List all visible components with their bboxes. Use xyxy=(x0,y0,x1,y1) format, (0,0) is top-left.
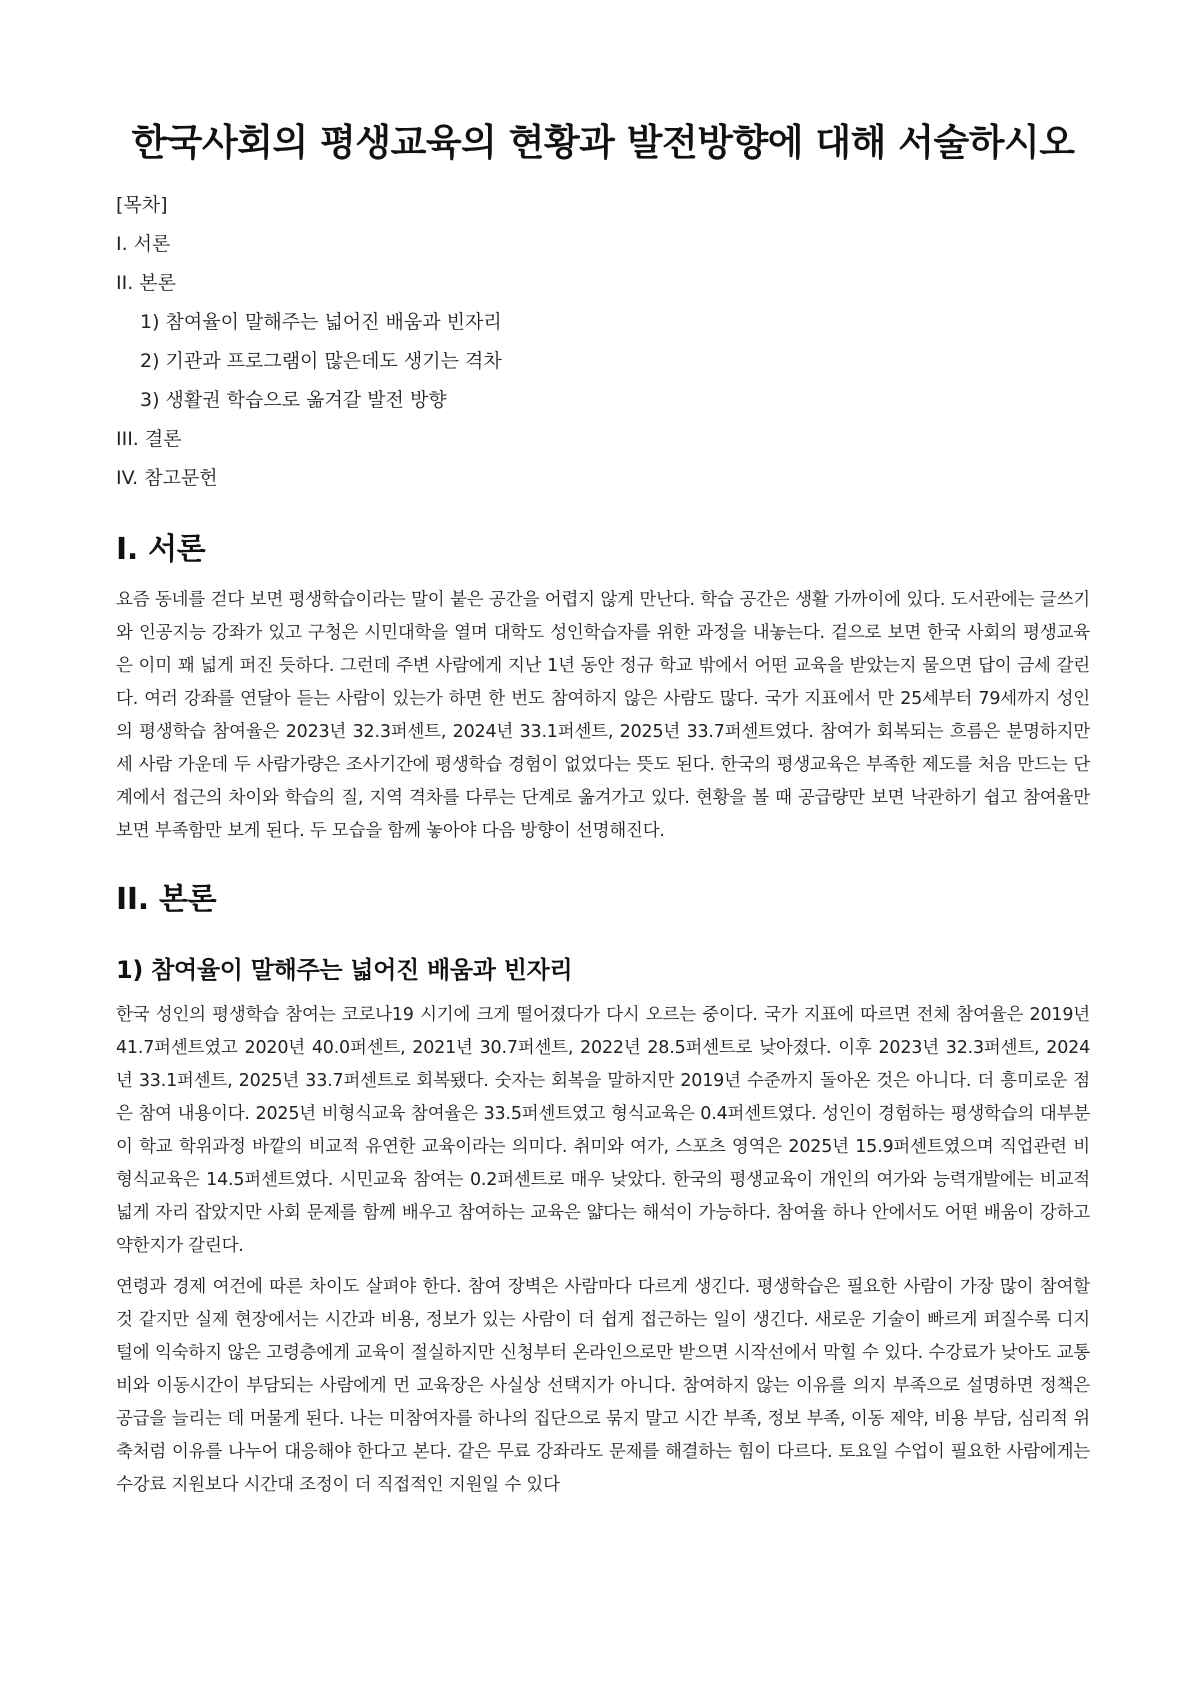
toc-item-conclusion: III. 결론 xyxy=(116,428,182,450)
toc-item-references: IV. 참고문헌 xyxy=(116,467,218,489)
body-heading: II. 본론 xyxy=(116,882,217,917)
intro-heading: I. 서론 xyxy=(116,532,206,567)
toc-item-body-3: 3) 생활권 학습으로 옮겨갈 발전 방향 xyxy=(140,389,447,411)
document-title: 한국사회의 평생교육의 현황과 발전방향에 대해 서술하시오 xyxy=(131,121,1075,164)
toc-item-body: II. 본론 xyxy=(116,272,176,294)
toc-item-intro: I. 서론 xyxy=(116,233,171,255)
table-of-contents xyxy=(116,186,1090,498)
toc-item-body-2: 2) 기관과 프로그램이 많은데도 생기는 격차 xyxy=(140,350,502,372)
intro-paragraph: 요즘 동네를 걷다 보면 평생학습이라는 말이 붙은 공간을 어렵지 않게 만난다. 학습 공간은 생활 가까이에 있다. 도서관에는 글쓰기와 인공지능 강좌가 있고 구청은 시민대학을 열며 대학도 성인학습자를 위한 과정을 내놓는다. 겉으로 보면 한국 사회의 평생교육은 이미 꽤 넓게 퍼진 듯하다. 그런데 주변 사람에게 지난 1년 동안 정규 학교 밖에서 어떤 교육을 받았는지 물으면 답이 금세 갈린다. 여러 강좌를 연달아 듣는 사람이 있는가 하면 한 번도 참여하지 않은 사람도 많다. 국가 지표에서 만 25세부터 79세까지 성인의 평생학습 참여율은 2023년 32.3퍼센트, 2024년 33.1퍼센트, 2025년 33.7퍼센트였다. 참여가 회복되는 흐름은 분명하지만 세 사람 가운데 두 사람가량은 조사기간에 평생학습 경험이 없었다는 뜻도 된다. 한국의 평생교육은 부족한 제도를 처음 만드는 단계에서 접근의 차이와 학습의 질, 지역 격차를 다루는 단계로 옮겨가고 있다. 현황을 볼 때 공급량만 보면 낙관하기 쉽고 참여율만 보면 부족함만 보게 된다. 두 모습을 함께 놓아야 다음 방향이 선명해진다. xyxy=(116,590,1090,841)
toc-heading: [목차] xyxy=(116,194,168,216)
section1-heading: 1) 참여율이 말해주는 넓어진 배움과 빈자리 xyxy=(116,956,573,984)
section1-paragraph-2: 연령과 경제 여건에 따른 차이도 살펴야 한다. 참여 장벽은 사람마다 다르게 생긴다. 평생학습은 필요한 사람이 가장 많이 참여할 것 같지만 실제 현장에서는 시간과 비용, 정보가 있는 사람이 더 쉽게 접근하는 일이 생긴다. 새로운 기술이 빠르게 퍼질수록 디지털에 익숙하지 않은 고령층에게 교육이 절실하지만 신청부터 온라인으로만 받으면 시작선에서 막힐 수 있다. 수강료가 낮아도 교통비와 이동시간이 부담되는 사람에게 먼 교육장은 사실상 선택지가 아니다. 참여하지 않는 이유를 의지 부족으로 설명하면 정책은 공급을 늘리는 데 머물게 된다. 나는 미참여자를 하나의 집단으로 묶지 말고 시간 부족, 정보 부족, 이동 제약, 비용 부담, 심리적 위축처럼 이유를 나누어 대응해야 한다고 본다. 같은 무료 강좌라도 문제를 해결하는 힘이 다르다. 토요일 수업이 필요한 사람에게는 수강료 지원보다 시간대 조정이 더 직접적인 지원일 수 있다 xyxy=(116,1277,1090,1495)
section1-paragraph-1: 한국 성인의 평생학습 참여는 코로나19 시기에 크게 떨어졌다가 다시 오르는 중이다. 국가 지표에 따르면 전체 참여율은 2019년 41.7퍼센트였고 2020년 40.0퍼센트, 2021년 30.7퍼센트, 2022년 28.5퍼센트로 낮아졌다. 이후 2023년 32.3퍼센트, 2024년 33.1퍼센트, 2025년 33.7퍼센트로 회복됐다. 숫자는 회복을 말하지만 2019년 수준까지 돌아온 것은 아니다. 더 흥미로운 점은 참여 내용이다. 2025년 비형식교육 참여율은 33.5퍼센트였고 형식교육은 0.4퍼센트였다. 성인이 경험하는 평생학습의 대부분이 학교 학위과정 바깥의 비교적 유연한 교육이라는 의미다. 취미와 여가, 스포츠 영역은 2025년 15.9퍼센트였으며 직업관련 비형식교육은 14.5퍼센트였다. 시민교육 참여는 0.2퍼센트로 매우 낮았다. 한국의 평생교육이 개인의 여가와 능력개발에는 비교적 넓게 자리 잡았지만 사회 문제를 함께 배우고 참여하는 교육은 얇다는 해석이 가능하다. 참여율 하나 안에서도 어떤 배움이 강하고 약한지가 갈린다. xyxy=(116,1005,1090,1256)
toc-item-body-1: 1) 참여율이 말해주는 넓어진 배움과 빈자리 xyxy=(140,311,502,333)
